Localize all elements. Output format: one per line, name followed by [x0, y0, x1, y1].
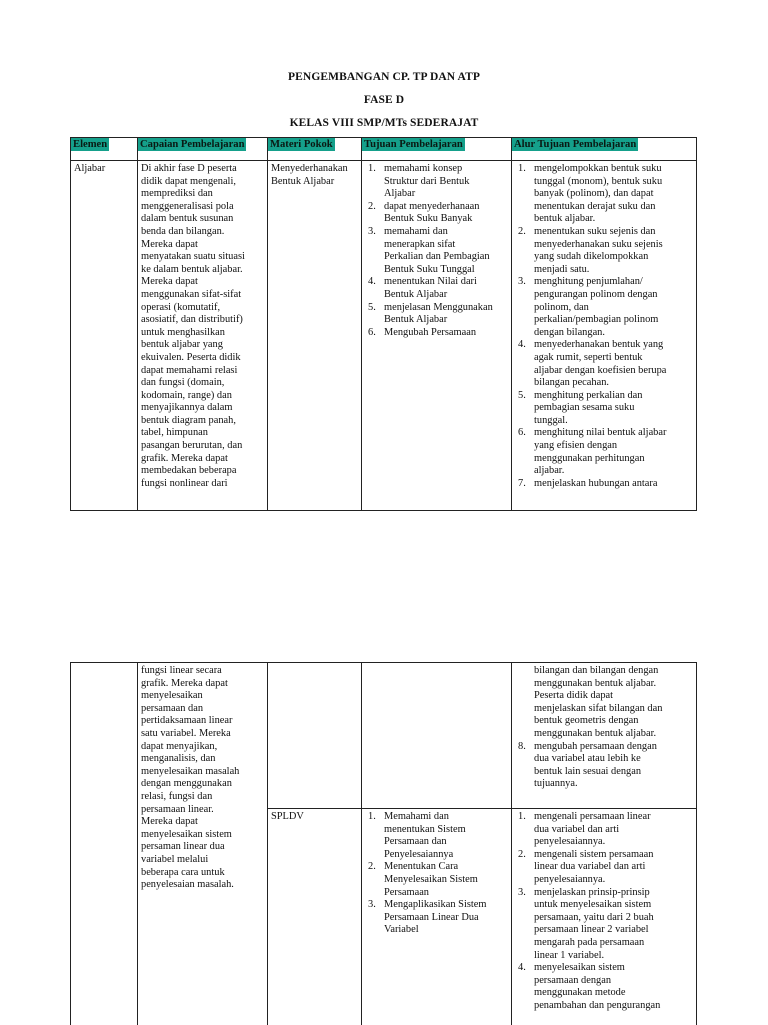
- list-number: 7.: [518, 477, 526, 489]
- table-header-row: [71, 138, 697, 161]
- list-number: 3.: [368, 899, 376, 911]
- list-item: [515, 226, 693, 276]
- alur-continuation: bilangan dan bilangan dengan menggunakan bentuk aljabar. Peserta didik dapat menjelaskan sifat bilangan dan bentuk geometris dengan menggunakan bentuk aljabar.: [534, 665, 663, 739]
- alur-list: [515, 163, 693, 490]
- list-item: [515, 478, 693, 491]
- list-number: 2.: [368, 200, 376, 212]
- header-alur: Alur Tujuan Pembelajaran: [512, 138, 697, 161]
- list-text: menjelaskan prinsip-prinsip untuk menyelesaikan sistem persamaan, yaitu dari 2 buah persamaan linear 2 variabel mengarah pada persamaan linear 1 variabel.: [534, 886, 654, 961]
- list-text: dapat menyederhanaan Bentuk Suku Banyak: [384, 200, 480, 225]
- cell-elemen: [71, 663, 138, 1025]
- atp-table-page-part-1: [70, 137, 697, 511]
- list-number: 2.: [368, 861, 376, 873]
- list-number: 1.: [368, 811, 376, 822]
- title-block: [0, 66, 768, 135]
- list-number: 1.: [518, 163, 526, 174]
- list-number: 4.: [518, 339, 526, 351]
- list-item: [365, 226, 508, 276]
- list-text: mengelompokkan bentuk suku tunggal (monom), bentuk suku banyak (polinom), dan dapat menentukan derajat suku dan bentuk aljabar.: [534, 163, 663, 225]
- list-text: Mengubah Persamaan: [384, 326, 477, 338]
- list-text: menentukan suku sejenis dan menyederhanakan suku sejenis yang sudah dikelompokkan menjadi satu.: [534, 225, 663, 275]
- cell-capaian: fungsi linear secara grafik. Mereka dapat menyelesaikan persamaan dan pertidaksamaan linear satu variabel. Mereka dapat menyajikan, menganalisis, dan menyelesaikan masalah dengan menggunakan relasi, fungsi dan persamaan linear. Mereka dapat menyelesaikan sistem persaman linear dua variabel melalui beberapa cara untuk penyelesaian masalah.: [138, 663, 268, 1025]
- list-item: [365, 276, 508, 301]
- cell-alur: [512, 663, 697, 809]
- list-item: [365, 201, 508, 226]
- list-number: 5.: [368, 301, 376, 313]
- header-tujuan: Tujuan Pembelajaran: [362, 138, 512, 161]
- list-item: [515, 849, 693, 887]
- list-item: [365, 302, 508, 327]
- class-title: KELAS VIII SMP/MTs SEDERAJAT: [289, 117, 479, 129]
- list-item: [515, 962, 693, 1012]
- list-item: [365, 327, 508, 340]
- list-text: menjelasan Menggunakan Bentuk Aljabar: [384, 301, 493, 326]
- list-item: [515, 339, 693, 389]
- phase-title: FASE D: [363, 94, 405, 106]
- list-number: 3.: [518, 276, 526, 288]
- list-item: [515, 811, 693, 849]
- cell-elemen: Aljabar: [71, 161, 138, 511]
- list-item: [515, 887, 693, 963]
- list-number: 6.: [518, 427, 526, 439]
- header-elemen: Elemen: [71, 138, 138, 161]
- tujuan-list: [365, 163, 508, 339]
- list-text: memahami dan menerapkan sifat Perkalian dan Pembagian Bentuk Suku Tunggal: [384, 225, 490, 275]
- list-number: 4.: [518, 962, 526, 974]
- cell-alur: [512, 809, 697, 1025]
- list-text: mengenali persamaan linear dua variabel dan arti penyelesaiannya.: [534, 811, 651, 848]
- cell-tujuan: [362, 663, 512, 809]
- list-text: mengubah persamaan dengan dua variabel atau lebih ke bentuk lain sesuai dengan tujuannya.: [534, 740, 657, 790]
- list-item: [515, 741, 693, 791]
- list-text: mengenali sistem persamaan linear dua variabel dan arti penyelesaiannya.: [534, 848, 654, 885]
- list-text: menjelaskan hubungan antara: [534, 477, 658, 489]
- header-capaian: Capaian Pembelajaran: [138, 138, 268, 161]
- list-text: menyederhanakan bentuk yang agak rumit, seperti bentuk aljabar dengan koefisien berupa bilangan pecahan.: [534, 339, 667, 389]
- header-materi: Materi Pokok: [268, 138, 362, 161]
- list-text: menghitung nilai bentuk aljabar yang efisien dengan menggunakan perhitungan aljabar.: [534, 427, 667, 477]
- list-number: 5.: [518, 389, 526, 401]
- list-number: 1.: [368, 163, 376, 174]
- list-item: [515, 427, 693, 477]
- list-item: [365, 163, 508, 201]
- atp-table-page-part-2: [70, 662, 697, 1025]
- list-item: [365, 899, 508, 937]
- cell-alur: [512, 161, 697, 511]
- list-number: 8.: [518, 740, 526, 752]
- list-number: 2.: [518, 848, 526, 860]
- cell-materi: SPLDV: [268, 809, 362, 1025]
- list-text: menentukan Nilai dari Bentuk Aljabar: [384, 276, 477, 300]
- list-text: memahami konsep Struktur dari Bentuk Aljabar: [384, 163, 470, 200]
- list-number: 3.: [518, 886, 526, 898]
- document-title: PENGEMBANGAN CP. TP DAN ATP: [288, 71, 480, 83]
- cell-tujuan: [362, 809, 512, 1025]
- alur-list: [515, 741, 693, 791]
- list-text: Mengaplikasikan Sistem Persamaan Linear Dua Variabel: [384, 899, 487, 936]
- list-item: [515, 276, 693, 339]
- tujuan-list: [365, 811, 508, 937]
- list-number: 3.: [368, 225, 376, 237]
- list-text: Menentukan Cara Menyelesaikan Sistem Persamaan: [384, 861, 478, 898]
- cell-tujuan: [362, 161, 512, 511]
- list-text: menyelesaikan sistem persamaan dengan menggunakan metode penambahan dan pengurangan: [534, 962, 661, 1011]
- list-number: 1.: [518, 811, 526, 822]
- table-row: [71, 663, 697, 809]
- alur-list: [515, 811, 693, 1013]
- table-row: [71, 161, 697, 511]
- list-text: menghitung perkalian dan pembagian sesama suku tunggal.: [534, 389, 643, 426]
- list-number: 2.: [518, 225, 526, 237]
- cell-materi: Menyederhanakan Bentuk Aljabar: [268, 161, 362, 511]
- cell-materi: [268, 663, 362, 809]
- list-number: 4.: [368, 276, 376, 288]
- cell-capaian: Di akhir fase D peserta didik dapat mengenali, memprediksi dan menggeneralisasi pola dalam bentuk susunan benda dan bilangan. Mereka dapat menyatakan suatu situasi ke dalam bentuk aljabar. Mereka dapat menggunakan sifat-sifat operasi (komutatif, asosiatif, dan distributif) untuk menghasilkan bentuk aljabar yang ekuivalen. Peserta didik dapat memahami relasi dan fungsi (domain, kodomain, range) dan menyajikannya dalam bentuk diagram panah, tabel, himpunan pasangan berurutan, dan grafik. Mereka dapat membedakan beberapa fungsi nonlinear dari: [138, 161, 268, 511]
- list-item: [515, 163, 693, 226]
- list-item: [515, 390, 693, 428]
- list-item: [365, 861, 508, 899]
- list-item: [365, 811, 508, 861]
- list-number: 6.: [368, 326, 376, 338]
- list-text: Memahami dan menentukan Sistem Persamaan dan Penyelesaiannya: [384, 811, 466, 860]
- list-text: menghitung penjumlahan/ pengurangan polinom dengan polinom, dan perkalian/pembagian polinom dengan bilangan.: [534, 276, 659, 338]
